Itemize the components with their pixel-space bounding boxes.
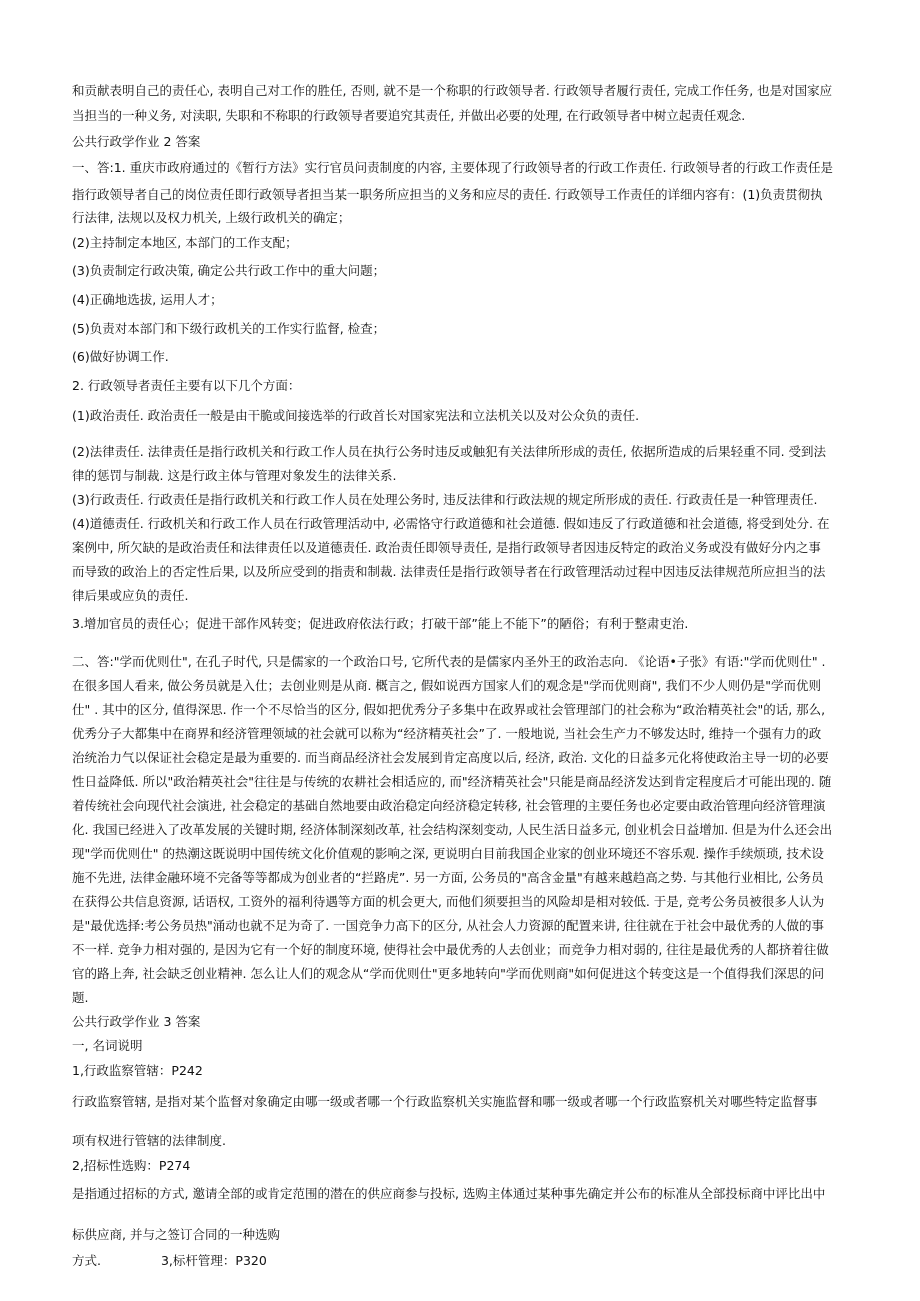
text-line: 公共行政学作业 3 答案 <box>72 1014 201 1029</box>
list-item: (6)做好协调工作. <box>72 349 169 364</box>
text-line: (1)政治责任. 政治责任一般是由干脆或间接选举的行政首长对国家宪法和立法机关以及对公众负的责任. <box>72 408 640 423</box>
section-heading: 公共行政学作业 2 答案 <box>72 134 201 149</box>
text-line: 案例中, 所欠缺的是政治责任和法律责任以及道德责任. 政治责任即领导责任, 是指行政领导者因违反特定的政治义务或没有做好分内之事 <box>72 540 821 555</box>
text-line <box>72 1250 267 1272</box>
text-fragment: 3,标杆管理：P320 <box>160 1253 267 1268</box>
list-item: (3)负责制定行政决策, 确定公共行政工作中的重大问题； <box>72 263 386 278</box>
list-item: (4)正确地选拔, 运用人才； <box>72 292 223 307</box>
text-line: 项有权进行管辖的法律制度. <box>72 1133 226 1148</box>
text-line: (3)行政责任. 行政责任是指行政机关和行政工作人员在处理公务时, 违反法律和行政法规的规定所形成的责任. 行政责任是一种管理责任. <box>72 492 818 507</box>
text-line: 3.增加官员的责任心；促进干部作风转变；促进政府依法行政；打破干部”能上不能下”的陋俗；有利于整肃吏治. <box>72 616 689 631</box>
list-item: (5)负责对本部门和下级行政机关的工作实行监督, 检查； <box>72 321 386 336</box>
text-line: 优秀分子大都集中在商界和经济管理领域的社会就可以称为“经济精英社会”了. 一般地说, 当社会生产力不够发达时, 维持一个强有力的政 <box>72 726 822 741</box>
text-line: (2)法律责任. 法律责任是指行政机关和行政工作人员在执行公务时违反或触犯有关法律所形成的责任, 依据所造成的后果轻重不同. 受到法 <box>72 444 827 459</box>
text-line: 律后果或应负的责任. <box>72 588 189 603</box>
text-line: 仕" . 其中的区分, 值得深思. 作一个不尽恰当的区分, 假如把优秀分子多集中在政界或社会管理部门的社会称为“政治精英社会"的话, 那么, <box>72 702 826 717</box>
subsection-heading: 1,行政监察管辖：P242 <box>72 1063 203 1078</box>
list-item: 2. 行政领导者责任主要有以下几个方面： <box>72 378 301 393</box>
text-line: 治统治力气以保证社会稳定是最为重要的. 而当商品经济社会发展到肯定高度以后, 经济, 政治. 文化的日益多元化将使政治主导一切的必要 <box>72 750 829 765</box>
text-line: 着传统社会向现代社会演进, 社会稳定的基础自然地要由政治稳定向经济稳定转移, 社会管理的主要任务也必定要由政治管理向经济管理演 <box>72 798 826 813</box>
text-line: 是"最优选择:考公务员热"涌动也就不足为奇了. 一国竞争力高下的区分, 从社会人力资源的配置来讲, 往往就在于社会中最优秀的人做的事 <box>72 918 825 933</box>
text-line: 2,招标性选购：P274 <box>72 1158 191 1173</box>
text-line: 官的路上奔, 社会缺乏创业精神. 怎么让人们的观念从“学而优则仕"更多地转向"学而优则商"如何促进这个转变这是一个值得我们深思的问 <box>72 966 825 981</box>
list-item: (2)主持制定本地区, 本部门的工作支配； <box>72 235 298 250</box>
text-line: 行法律, 法规以及权力机关, 上级行政机关的确定； <box>72 210 351 225</box>
text-line: 不一样. 竞争力相对强的, 是因为它有一个好的制度环境, 使得社会中最优秀的人去创业；而竞争力相对弱的, 往往是最优秀的人都挤着往做 <box>72 942 829 957</box>
text-line: 性日益降低. 所以"政治精英社会"往往是与传统的农耕社会相适应的, 而"经济精英社会"只能是商品经济发达到肯定程度后才可能出现的. 随 <box>72 774 832 789</box>
text-line: 和贡献表明自己的责任心, 表明自己对工作的胜任, 否则, 就不是一个称职的行政领导者. 行政领导者履行责任, 完成工作任务, 也是对国家应 <box>72 83 833 98</box>
text-line: 当担当的一种义务, 对渎职, 失职和不称职的行政领导者要追究其责任, 并做出必要的处理, 在行政领导者中树立起责任观念. <box>72 108 746 123</box>
text-line: 题. <box>72 990 89 1005</box>
text-line: 二、答:"学而优则仕", 在孔子时代, 只是儒家的一个政治口号, 它所代表的是儒家内圣外王的政治志向. 《论语•子张》有语:"学而优则仕" . <box>72 654 826 669</box>
text-line: 现"学而优则仕" 的热潮这既说明中国传统文化价值观的影响之深, 更说明白目前我国企业家的创业环境还不容乐观. 操作手续烦琐, 技术设 <box>72 846 824 861</box>
term-heading: 是指通过招标的方式, 邀请全部的或肯定范围的潜在的供应商参与投标, 选购主体通过某种事先确定并公布的标准从全部投标商中评比出中 <box>72 1186 826 1201</box>
text-line: 化. 我国已经进入了改革发展的关键时期, 经济体制深刻改革, 社会结构深刻变动, 人民生活日益多元, 创业机会日益增加. 但是为什么还会出 <box>72 822 833 837</box>
term-heading: 行政监察管辖, 是指对某个监督对象确定由哪一级或者哪一个行政监察机关实施监督和哪一级或者哪一个行政监察机关对哪些特定监督事 <box>72 1094 818 1109</box>
text-line: 律的惩罚与制裁. 这是行政主体与管理对象发生的法律关系. <box>72 468 397 483</box>
text-fragment: 方式. <box>72 1253 101 1268</box>
text-line: 在获得公共信息资源, 话语权, 工资外的福利待遇等方面的机会更大, 而他们须要担当的风险却是相对较低. 于是, 竞考公务员被很多人认为 <box>72 894 825 909</box>
text-line: 指行政领导者自己的岗位责任即行政领导者担当某一职务所应担当的义务和应尽的责任. 行政领导工作责任的详细内容有：(1)负责贯彻执 <box>72 187 823 202</box>
text-line: 一、答:1. 重庆市政府通过的《暂行方法》实行官员问责制度的内容, 主要体现了行政领导者的行政工作责任. 行政领导者的行政工作责任是 <box>72 160 834 175</box>
text-line: 在很多国人看来, 做公务员就是入仕；去创业则是从商. 概言之, 假如说西方国家人们的观念是"学而优则商", 我们不少人则仍是"学而优则 <box>72 678 822 693</box>
section-heading: 一, 名词说明 <box>72 1038 143 1053</box>
text-line: 标供应商, 并与之签订合同的一种选购 <box>72 1227 280 1242</box>
text-line: (4)道德责任. 行政机关和行政工作人员在行政管理活动中, 必需恪守行政道德和社会道德. 假如违反了行政道德和社会道德, 将受到处分. 在 <box>72 516 830 531</box>
text-line: 而导致的政治上的否定性后果, 以及所应受到的指责和制裁. 法律责任是指行政领导者在行政管理活动过程中因违反法律规范所应担当的法 <box>72 564 826 579</box>
text-line: 施不先进, 法律金融环境不完备等等都成为创业者的“拦路虎”. 另一方面, 公务员的"高含金量"有越来越趋高之势. 与其他行业相比, 公务员 <box>72 870 824 885</box>
